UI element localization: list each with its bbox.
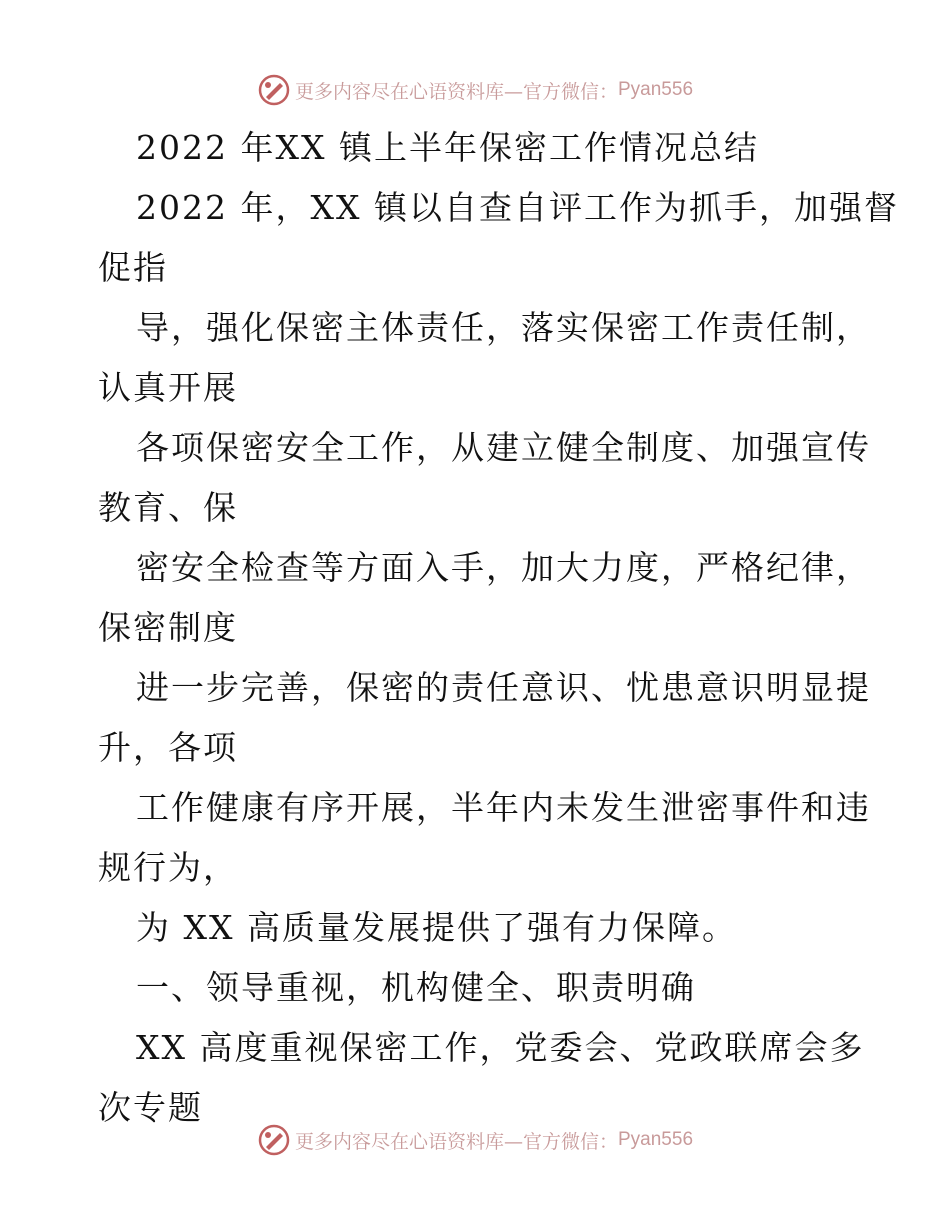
- header-watermark: [0, 70, 950, 110]
- document-body: [98, 118, 899, 1138]
- paragraph-line: 工作健康有序开展，半年内未发生泄密事件和违: [136, 788, 871, 827]
- paragraph-line: 2022 年，XX 镇以自查自评工作为抓手，加强督: [136, 188, 899, 227]
- paragraph-line: 为 XX 高质量发展提供了强有力保障。: [136, 908, 737, 947]
- document-title: 2022 年XX 镇上半年保密工作情况总结: [136, 128, 759, 167]
- paragraph-line: XX 高度重视保密工作，党委会、党政联席会多: [136, 1028, 865, 1067]
- pen-logo-icon: [257, 73, 291, 107]
- watermark-contact: Pyan556: [618, 1129, 694, 1150]
- paragraph-line: 促指: [98, 248, 168, 287]
- watermark-contact: Pyan556: [618, 79, 694, 100]
- paragraph-line: 密安全检查等方面入手，加大力度，严格纪律，: [136, 548, 871, 587]
- paragraph-line: 认真开展: [98, 368, 238, 407]
- watermark-text: 更多内容尽在心语资料库—官方微信：: [294, 1130, 618, 1153]
- paragraph-line: 升，各项: [98, 728, 238, 767]
- paragraph-line: 规行为，: [98, 848, 238, 887]
- paragraph-line: 进一步完善，保密的责任意识、忧患意识明显提: [136, 668, 871, 707]
- paragraph-line: 保密制度: [98, 608, 238, 647]
- pen-logo-icon: [257, 1123, 291, 1157]
- paragraph-line: 次专题: [98, 1088, 203, 1127]
- section-heading: 一、领导重视，机构健全、职责明确: [136, 968, 696, 1007]
- paragraph-line: 教育、保: [98, 488, 238, 527]
- paragraph-line: 导，强化保密主体责任，落实保密工作责任制，: [136, 308, 871, 347]
- paragraph-line: 各项保密安全工作，从建立健全制度、加强宣传: [136, 428, 871, 467]
- footer-watermark: [0, 1120, 950, 1160]
- watermark-text: 更多内容尽在心语资料库—官方微信：: [294, 80, 618, 103]
